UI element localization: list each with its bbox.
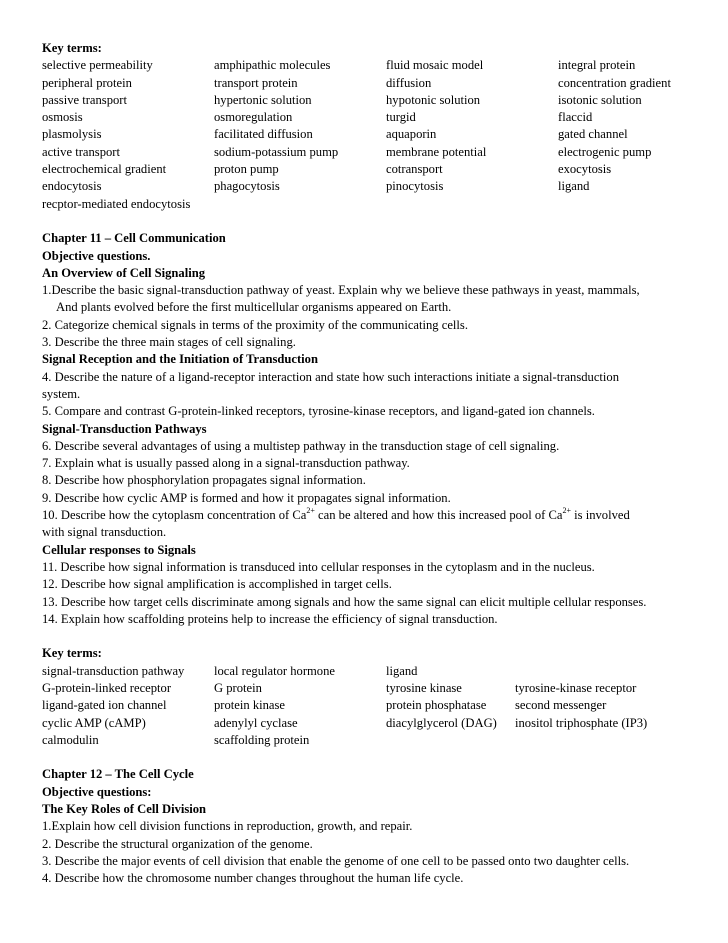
term: ligand bbox=[386, 663, 418, 678]
question: 1.Explain how cell division functions in reproduction, growth, and repair. bbox=[42, 819, 413, 834]
term: tyrosine kinase bbox=[386, 680, 462, 695]
term: diacylglycerol (DAG) bbox=[386, 715, 497, 730]
term: gated channel bbox=[558, 127, 628, 142]
question-text: 10. Describe how the cytoplasm concentration of Ca bbox=[42, 508, 307, 523]
objective-heading: Objective questions. bbox=[42, 248, 151, 263]
term bbox=[558, 196, 702, 213]
question-text: can be altered and how this increased pool of Ca bbox=[314, 508, 563, 523]
term: turgid bbox=[386, 110, 416, 125]
term: selective permeability bbox=[42, 58, 153, 73]
question: 11. Describe how signal information is transduced into cellular responses in the cytoplasm and in the nucleus. bbox=[42, 559, 595, 574]
question: 5. Compare and contrast G-protein-linked receptors, tyrosine-kinase receptors, and ligand-gated ion channels. bbox=[42, 404, 595, 419]
term: proton pump bbox=[214, 162, 279, 177]
question: 9. Describe how cyclic AMP is formed and how it propagates signal information. bbox=[42, 490, 451, 505]
term: concentration gradient bbox=[558, 75, 671, 90]
term: fluid mosaic model bbox=[386, 58, 484, 73]
question: 13. Describe how target cells discriminate among signals and how the same signal can elicit multiple cellular responses. bbox=[42, 594, 647, 609]
section-heading: Signal-Transduction Pathways bbox=[42, 421, 207, 436]
question: 4. Describe how the chromosome number changes throughout the human life cycle. bbox=[42, 871, 464, 886]
term: hypotonic solution bbox=[386, 92, 481, 107]
term: inositol triphosphate (IP3) bbox=[515, 715, 648, 730]
term: recptor-mediated endocytosis bbox=[42, 196, 191, 211]
chapter-11-title: Chapter 11 – Cell Communication bbox=[42, 231, 226, 246]
question-continuation: system. bbox=[42, 386, 81, 401]
key-terms-table-1 bbox=[42, 57, 702, 213]
term: protein kinase bbox=[214, 698, 285, 713]
question: 3. Describe the major events of cell division that enable the genome of one cell to be passed onto two daughter cells. bbox=[42, 853, 630, 868]
question: 6. Describe several advantages of using a multistep pathway in the transduction stage of cell signaling. bbox=[42, 438, 560, 453]
term: second messenger bbox=[515, 698, 607, 713]
question-continuation: with signal transduction. bbox=[42, 525, 167, 540]
term: cotransport bbox=[386, 162, 443, 177]
term bbox=[386, 196, 558, 213]
term: facilitated diffusion bbox=[214, 127, 313, 142]
superscript: 2+ bbox=[306, 506, 315, 516]
question: 7. Explain what is usually passed along in a signal-transduction pathway. bbox=[42, 456, 410, 471]
chapter-12-title: Chapter 12 – The Cell Cycle bbox=[42, 767, 194, 782]
term: exocytosis bbox=[558, 162, 612, 177]
question: 1.Describe the basic signal-transduction pathway of yeast. Explain why we believe these pathways in yeast, mammals, bbox=[42, 283, 640, 298]
term: diffusion bbox=[386, 75, 432, 90]
term: G protein bbox=[214, 680, 262, 695]
term: isotonic solution bbox=[558, 92, 642, 107]
term: endocytosis bbox=[42, 179, 102, 194]
term: hypertonic solution bbox=[214, 92, 312, 107]
question: 12. Describe how signal amplification is accomplished in target cells. bbox=[42, 577, 392, 592]
key-terms-heading: Key terms: bbox=[42, 41, 102, 55]
term bbox=[515, 732, 702, 749]
term: integral protein bbox=[558, 58, 636, 73]
term: amphipathic molecules bbox=[214, 58, 331, 73]
question: 2. Categorize chemical signals in terms of the proximity of the communicating cells. bbox=[42, 317, 468, 332]
key-terms-table-2 bbox=[42, 663, 702, 749]
term: plasmolysis bbox=[42, 127, 102, 142]
term: adenylyl cyclase bbox=[214, 715, 298, 730]
term: calmodulin bbox=[42, 732, 99, 747]
term: tyrosine-kinase receptor bbox=[515, 680, 637, 695]
question: 4. Describe the nature of a ligand-receptor interaction and state how such interactions initiate a signal-transduction bbox=[42, 369, 620, 384]
question bbox=[42, 507, 702, 524]
objective-heading: Objective questions: bbox=[42, 784, 152, 799]
term: local regulator hormone bbox=[214, 663, 335, 678]
term: peripheral protein bbox=[42, 75, 132, 90]
term: flaccid bbox=[558, 110, 593, 125]
term: passive transport bbox=[42, 92, 127, 107]
term: osmosis bbox=[42, 110, 83, 125]
term: ligand-gated ion channel bbox=[42, 698, 167, 713]
term: active transport bbox=[42, 144, 120, 159]
term: ligand bbox=[558, 179, 590, 194]
question-continuation: And plants evolved before the first multicellular organisms appeared on Earth. bbox=[56, 300, 452, 315]
term: osmoregulation bbox=[214, 110, 293, 125]
section-heading: An Overview of Cell Signaling bbox=[42, 265, 206, 280]
term bbox=[214, 196, 386, 213]
section-heading: Cellular responses to Signals bbox=[42, 542, 196, 557]
question: 8. Describe how phosphorylation propagates signal information. bbox=[42, 473, 366, 488]
term: electrochemical gradient bbox=[42, 162, 167, 177]
term: cyclic AMP (cAMP) bbox=[42, 715, 146, 730]
term: protein phosphatase bbox=[386, 698, 487, 713]
term: sodium-potassium pump bbox=[214, 144, 339, 159]
document-page bbox=[42, 40, 702, 888]
superscript: 2+ bbox=[562, 506, 572, 516]
question: 3. Describe the three main stages of cell signaling. bbox=[42, 335, 296, 350]
question: 14. Explain how scaffolding proteins help to increase the efficiency of signal transduction. bbox=[42, 611, 498, 626]
term: membrane potential bbox=[386, 144, 487, 159]
term: transport protein bbox=[214, 75, 298, 90]
section-heading: Signal Reception and the Initiation of Transduction bbox=[42, 352, 318, 367]
key-terms-heading: Key terms: bbox=[42, 646, 102, 661]
term: signal-transduction pathway bbox=[42, 663, 185, 678]
term bbox=[515, 663, 702, 680]
term bbox=[386, 732, 515, 749]
question-text: is involved bbox=[571, 508, 630, 523]
term: scaffolding protein bbox=[214, 732, 310, 747]
term: aquaporin bbox=[386, 127, 437, 142]
term: G-protein-linked receptor bbox=[42, 680, 172, 695]
section-heading: The Key Roles of Cell Division bbox=[42, 802, 207, 817]
question: 2. Describe the structural organization of the genome. bbox=[42, 836, 313, 851]
term: pinocytosis bbox=[386, 179, 444, 194]
term: electrogenic pump bbox=[558, 144, 652, 159]
term: phagocytosis bbox=[214, 179, 280, 194]
